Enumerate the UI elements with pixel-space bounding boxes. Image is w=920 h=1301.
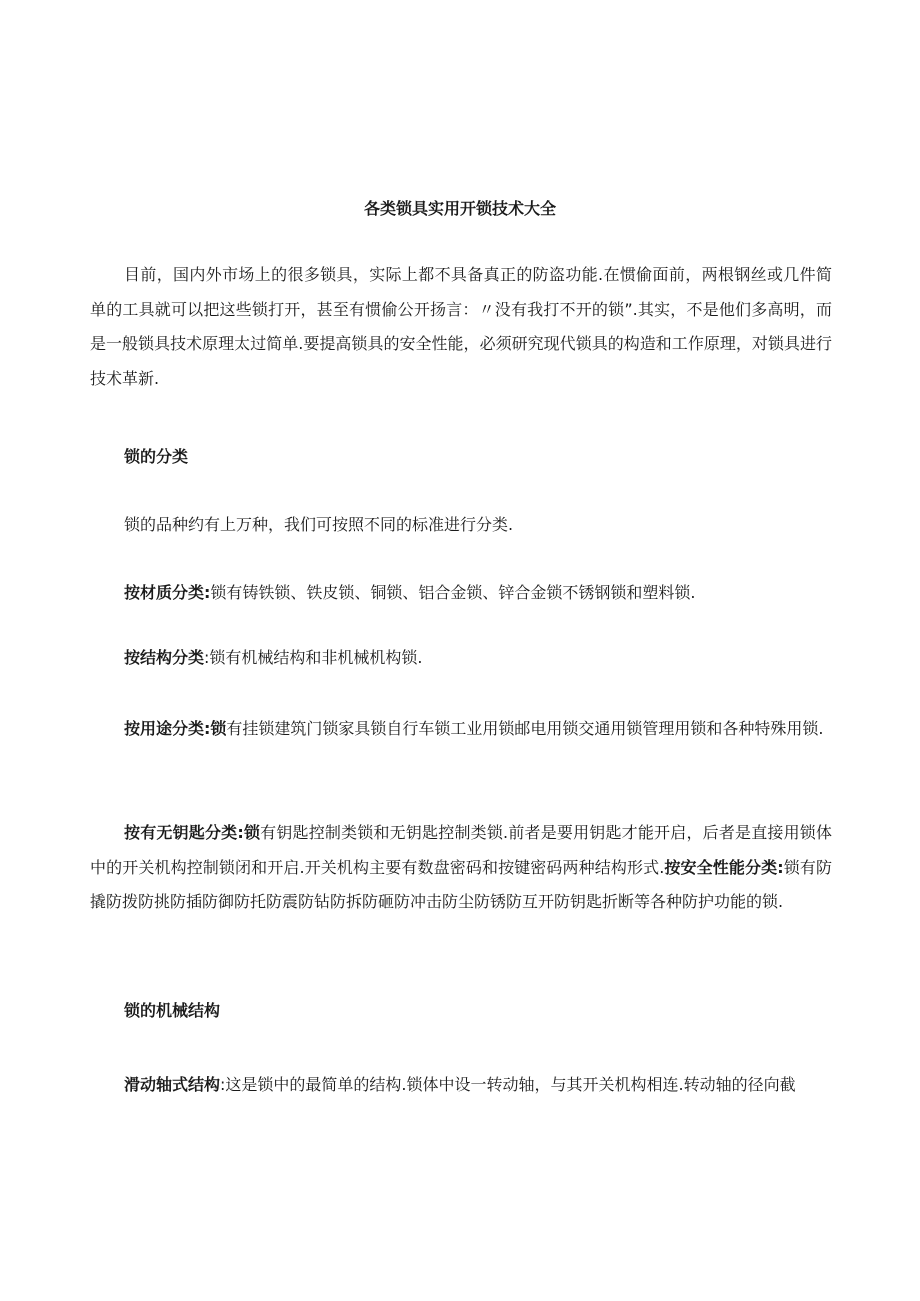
material-classification [124,582,696,604]
key-label: 按有无钥匙分类:锁 [124,823,261,842]
intro-paragraph: 目前，国内外市场上的很多锁具，实际上都不具备真正的防盗功能.在惯偷面前，两根钢丝或几件简单的工具就可以把这些锁打开，甚至有惯偷公开扬言：〃没有我打不开的锁”.其实，不是他们多高明，而是一般锁具技术原理太过简单.要提高锁具的安全性能，必须研究现代锁具的构造和工作原理，对锁具进行技术革新. [90,265,832,388]
structure-classification [124,647,423,669]
slide-label: 滑动轴式结构 [124,1075,221,1094]
key-text: 有钥匙控制类锁和无钥匙控制类锁.前者是要用钥匙才能开启，后者是直接用锁体中的开关机构控制锁闭和开启.开关机构主要有数盘密码和按键密码两种结构形式. [90,823,832,877]
structure-text: :锁有机械结构和非机械机构锁. [204,648,423,667]
document-title: 各类锁具实用开锁技术大全 [363,199,556,218]
usage-text: 有挂锁建筑门锁家具锁自行车锁工业用锁邮电用锁交通用锁管理用锁和各种特殊用锁. [226,719,824,738]
usage-label: 按用途分类:锁 [124,719,227,738]
key-classification [90,816,832,920]
section-heading-classification: 锁的分类 [124,447,189,466]
section-heading-mechanical-structure: 锁的机械结构 [124,1001,221,1020]
structure-label: 按结构分类 [124,648,205,667]
safety-label: 按安全性能分类: [664,857,784,877]
sliding-shaft-structure [124,1074,832,1096]
usage-classification [90,712,832,747]
safety-text: 锁有防撬防拨防挑防插防御防托防震防钻防拆防砸防冲击防尘防锈防互开防钥匙折断等各种防护功能的锁. [90,857,832,912]
classification-intro: 锁的品种约有上万种，我们可按照不同的标准进行分类. [124,515,514,534]
slide-text: :这是锁中的最简单的结构.锁体中设一转动轴，与其开关机构相连.转动轴的径向截 [220,1075,796,1094]
material-text: 锁有铸铁锁、铁皮锁、铜锁、铝合金锁、锌合金锁不锈钢锁和塑料锁. [210,583,696,602]
material-label: 按材质分类: [124,583,211,602]
